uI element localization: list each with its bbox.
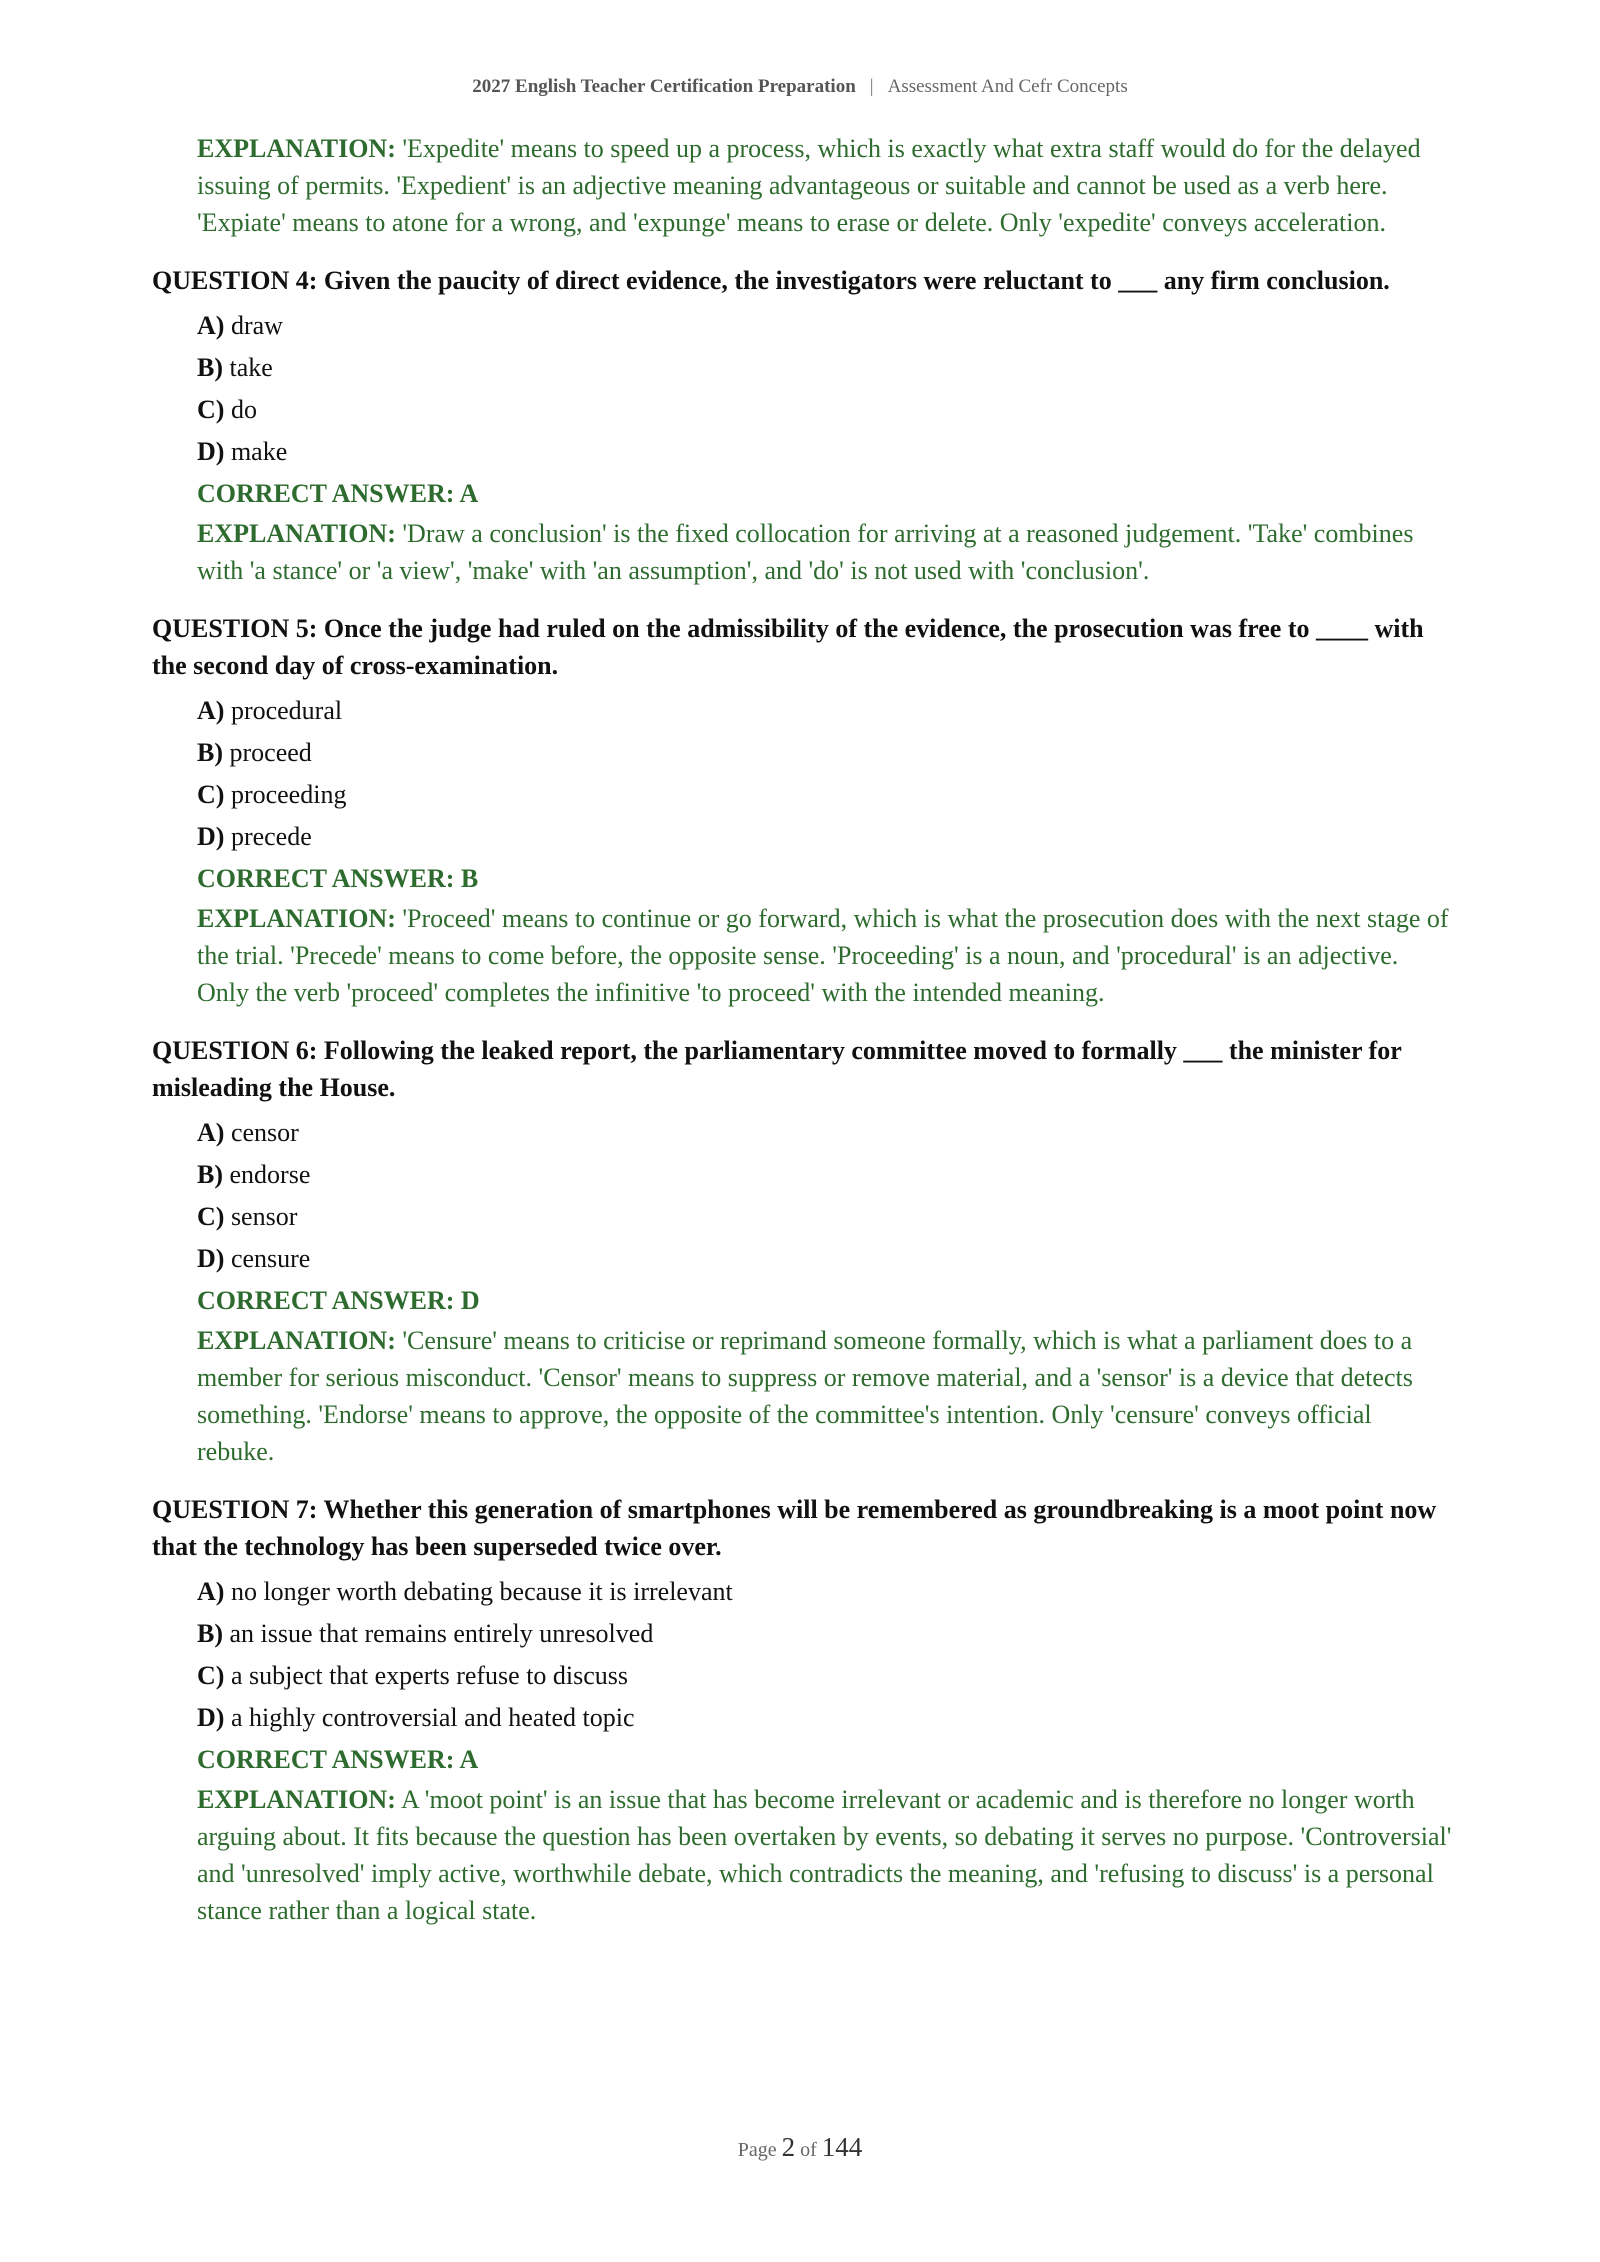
page-content xyxy=(152,130,1452,1929)
option-letter: C) xyxy=(197,780,225,809)
question-5 xyxy=(152,610,1452,1011)
explanation-label: EXPLANATION: xyxy=(197,1785,396,1814)
question-text: Following the leaked report, the parliamentary committee moved to formally ___ the minister for misleading the House. xyxy=(152,1036,1402,1102)
question-7 xyxy=(152,1491,1452,1929)
option-text: proceed xyxy=(229,738,312,767)
explanation-label: EXPLANATION: xyxy=(197,519,396,548)
correct-answer: CORRECT ANSWER: D xyxy=(197,1286,480,1315)
question-6-explanation xyxy=(197,1322,1452,1470)
page-number: 2 xyxy=(781,2132,796,2162)
option-letter: C) xyxy=(197,1661,225,1690)
question-4-stem xyxy=(152,262,1452,299)
option-text: procedural xyxy=(230,696,343,725)
option-text: draw xyxy=(230,311,283,340)
option-letter: B) xyxy=(197,353,223,382)
section-title: Assessment And Cefr Concepts xyxy=(887,76,1128,97)
question-6-stem xyxy=(152,1032,1452,1106)
explanation-text: 'Expedite' means to speed up a process, which is exactly what extra staff would do for the delayed issuing of permits. 'Expedient' is an adjective meaning advantageous or suitable and cannot be used as a verb here. 'Expiate' means to atone for a wrong, and 'expunge' means to erase or delete. Only 'expedite' conveys acceleration. xyxy=(197,134,1421,237)
correct-answer: CORRECT ANSWER: B xyxy=(197,864,479,893)
header-separator: | xyxy=(869,76,874,97)
option-text: a highly controversial and heated topic xyxy=(230,1703,635,1732)
question-text: Whether this generation of smartphones will be remembered as groundbreaking is a moot point now that the technology has been superseded twice over. xyxy=(152,1495,1437,1561)
of-word: of xyxy=(800,2139,817,2161)
explanation-text: 'Draw a conclusion' is the fixed collocation for arriving at a reasoned judgement. 'Take' combines with 'a stance' or 'a view', 'make' with 'an assumption', and 'do' is not used with 'conclusion'. xyxy=(197,519,1414,585)
question-7-stem xyxy=(152,1491,1452,1565)
option-b xyxy=(197,732,1452,774)
option-text: take xyxy=(229,353,273,382)
page-footer xyxy=(0,2132,1600,2163)
question-text: Given the paucity of direct evidence, the investigators were reluctant to ___ any firm conclusion. xyxy=(323,266,1390,295)
option-letter: A) xyxy=(197,311,225,340)
option-c xyxy=(197,389,1452,431)
option-letter: C) xyxy=(197,395,225,424)
option-b xyxy=(197,1154,1452,1196)
option-c xyxy=(197,1655,1452,1697)
question-6-options xyxy=(197,1112,1452,1280)
option-d xyxy=(197,431,1452,473)
question-label: QUESTION 5: xyxy=(152,614,318,643)
question-6 xyxy=(152,1032,1452,1470)
option-b xyxy=(197,1613,1452,1655)
question-label: QUESTION 4: xyxy=(152,266,318,295)
option-c xyxy=(197,1196,1452,1238)
option-text: make xyxy=(230,437,288,466)
option-text: do xyxy=(230,395,257,424)
question-7-explanation xyxy=(197,1781,1452,1929)
option-text: proceeding xyxy=(230,780,347,809)
total-pages: 144 xyxy=(821,2132,863,2162)
option-letter: C) xyxy=(197,1202,225,1231)
option-b xyxy=(197,347,1452,389)
explanation-label: EXPLANATION: xyxy=(197,1326,396,1355)
explanation-text: A 'moot point' is an issue that has become irrelevant or academic and is therefore no longer worth arguing about. It fits because the question has been overtaken by events, so debating it serves no purpose. 'Controversial' and 'unresolved' imply active, worthwhile debate, which contradicts the meaning, and 'refusing to discuss' is a personal stance rather than a logical state. xyxy=(197,1785,1452,1925)
explanation-text: 'Proceed' means to continue or go forward, which is what the prosecution does with the next stage of the trial. 'Precede' means to come before, the opposite sense. 'Proceeding' is a noun, and 'procedural' is an adjective. Only the verb 'proceed' completes the infinitive 'to proceed' with the intended meaning. xyxy=(197,904,1449,1007)
question-4 xyxy=(152,262,1452,589)
option-letter: B) xyxy=(197,738,223,767)
option-d xyxy=(197,1238,1452,1280)
option-text: censor xyxy=(230,1118,299,1147)
question-label: QUESTION 7: xyxy=(152,1495,318,1524)
lead-explanation xyxy=(197,130,1452,241)
option-text: sensor xyxy=(230,1202,298,1231)
option-a xyxy=(197,690,1452,732)
option-letter: D) xyxy=(197,437,225,466)
option-c xyxy=(197,774,1452,816)
option-a xyxy=(197,305,1452,347)
option-letter: A) xyxy=(197,696,225,725)
option-a xyxy=(197,1571,1452,1613)
explanation-label: EXPLANATION: xyxy=(197,904,396,933)
option-text: endorse xyxy=(229,1160,311,1189)
question-text: Once the judge had ruled on the admissibility of the evidence, the prosecution was free to ____ with the second day of cross-examination. xyxy=(152,614,1424,680)
option-letter: D) xyxy=(197,1244,225,1273)
option-text: an issue that remains entirely unresolved xyxy=(229,1619,654,1648)
option-text: censure xyxy=(230,1244,311,1273)
question-5-explanation xyxy=(197,900,1452,1011)
correct-answer: CORRECT ANSWER: A xyxy=(197,479,479,508)
page-header xyxy=(0,76,1600,98)
option-letter: B) xyxy=(197,1160,223,1189)
option-letter: D) xyxy=(197,822,225,851)
option-d xyxy=(197,816,1452,858)
question-5-stem xyxy=(152,610,1452,684)
question-4-options xyxy=(197,305,1452,473)
correct-answer: CORRECT ANSWER: A xyxy=(197,1745,479,1774)
option-text: no longer worth debating because it is irrelevant xyxy=(230,1577,733,1606)
page-word: Page xyxy=(737,2139,777,2161)
explanation-label: EXPLANATION: xyxy=(197,134,396,163)
question-5-options xyxy=(197,690,1452,858)
option-a xyxy=(197,1112,1452,1154)
option-letter: A) xyxy=(197,1118,225,1147)
option-text: precede xyxy=(230,822,312,851)
question-7-options xyxy=(197,1571,1452,1739)
option-letter: A) xyxy=(197,1577,225,1606)
option-d xyxy=(197,1697,1452,1739)
option-letter: B) xyxy=(197,1619,223,1648)
explanation-text: 'Censure' means to criticise or reprimand someone formally, which is what a parliament does to a member for serious misconduct. 'Censor' means to suppress or remove material, and a 'sensor' is a device that detects something. 'Endorse' means to approve, the opposite of the committee's intention. Only 'censure' conveys official rebuke. xyxy=(197,1326,1413,1466)
document-title: 2027 English Teacher Certification Preparation xyxy=(472,76,856,97)
option-text: a subject that experts refuse to discuss xyxy=(230,1661,629,1690)
option-letter: D) xyxy=(197,1703,225,1732)
question-label: QUESTION 6: xyxy=(152,1036,318,1065)
question-4-explanation xyxy=(197,515,1452,589)
